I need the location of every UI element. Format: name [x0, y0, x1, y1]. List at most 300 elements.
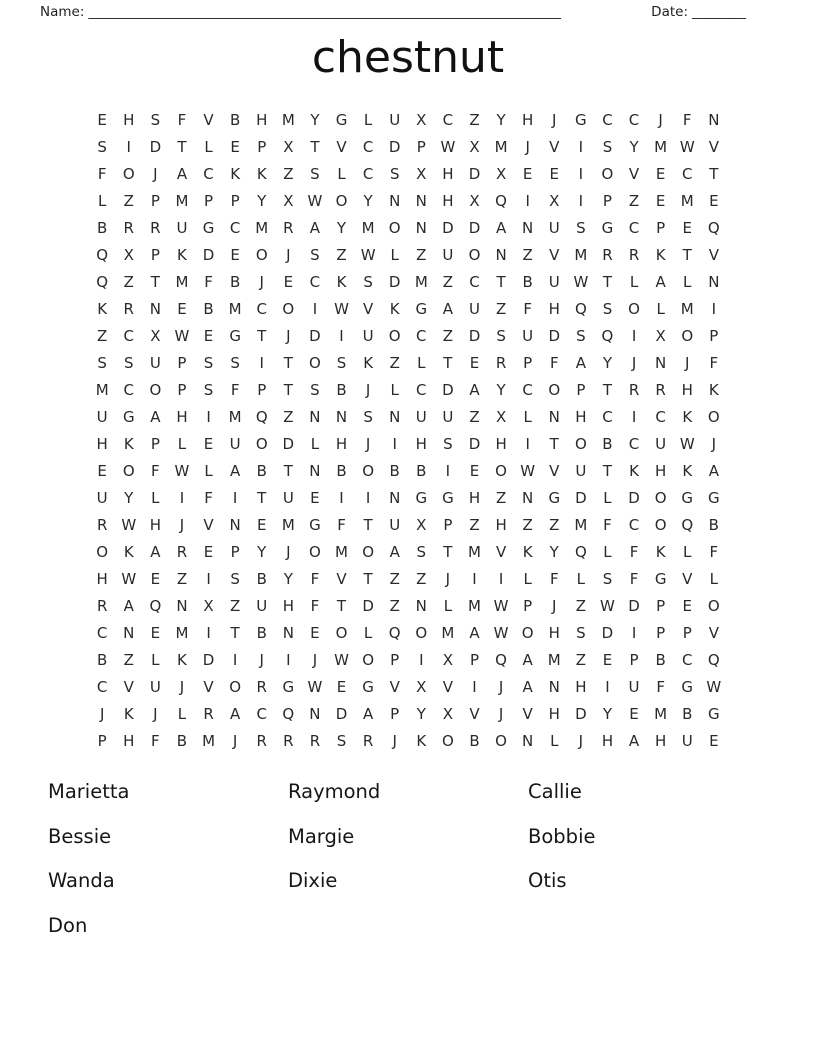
grid-cell: E — [177, 299, 187, 318]
grid-cell: S — [576, 623, 586, 642]
grid-cell: L — [629, 272, 639, 291]
grid-row — [89, 727, 727, 754]
grid-cell: Q — [388, 623, 401, 642]
grid-cell: F — [151, 731, 160, 750]
grid-cell: M — [574, 245, 588, 264]
grid-cell: N — [309, 407, 321, 426]
grid-cell: P — [602, 191, 612, 210]
grid-wrapper — [0, 106, 816, 754]
word-item: Bobbie — [528, 824, 596, 848]
grid-cell: W — [573, 272, 589, 291]
grid-cell: E — [256, 515, 267, 534]
grid-cell: M — [468, 542, 481, 561]
grid-cell: R — [655, 380, 666, 399]
grid-cell: W — [121, 515, 137, 534]
grid-cell: O — [96, 542, 109, 561]
grid-cell: S — [124, 353, 134, 372]
grid-cell: H — [123, 110, 135, 129]
grid-cell: H — [655, 461, 667, 480]
grid-cell: B — [176, 731, 188, 750]
grid-cell: C — [442, 110, 454, 129]
grid-cell: I — [206, 623, 211, 642]
grid-cell: M — [202, 731, 216, 750]
grid-cell: H — [256, 110, 268, 129]
grid-cell: I — [578, 164, 584, 183]
grid-cell: R — [495, 353, 507, 372]
grid-cell: F — [709, 353, 719, 372]
letter-grid — [89, 106, 727, 754]
grid-cell: J — [286, 326, 291, 345]
grid-cell: E — [203, 434, 214, 453]
grid-cell: G — [362, 677, 374, 696]
word-item: Wanda — [48, 869, 115, 893]
grid-cell: L — [656, 299, 665, 318]
grid-cell: S — [310, 245, 320, 264]
grid-cell: C — [602, 110, 613, 129]
grid-row — [89, 700, 727, 727]
grid-cell: O — [335, 623, 348, 642]
grid-cell: E — [522, 164, 533, 183]
grid-cell: U — [628, 677, 640, 696]
grid-cell: C — [362, 137, 374, 156]
grid-cell: Z — [389, 569, 400, 588]
grid-cell: J — [153, 704, 158, 723]
grid-cell: D — [388, 137, 401, 156]
grid-cell: S — [336, 353, 347, 372]
grid-cell: Z — [522, 515, 533, 534]
grid-cell: C — [628, 218, 640, 237]
grid-cell: D — [362, 596, 374, 615]
grid-cell: V — [708, 245, 719, 264]
grid-cell: O — [388, 326, 401, 345]
grid-cell: T — [177, 137, 187, 156]
grid-cell: Y — [363, 191, 373, 210]
grid-cell: V — [708, 623, 719, 642]
grid-cell: K — [389, 299, 400, 318]
grid-cell: N — [522, 218, 534, 237]
grid-cell: Z — [469, 515, 480, 534]
grid-cell: I — [631, 326, 637, 345]
grid-cell: N — [389, 191, 401, 210]
grid-cell: B — [655, 650, 666, 669]
grid-cell: Z — [283, 407, 294, 426]
grid-cell: H — [96, 434, 108, 453]
grid-cell: J — [498, 704, 504, 723]
grid-cell: P — [709, 326, 719, 345]
grid-cell: M — [175, 623, 189, 642]
grid-cell: K — [363, 353, 374, 372]
grid-cell: W — [493, 623, 509, 642]
grid-cell: Q — [574, 542, 587, 561]
grid-cell: V — [203, 515, 214, 534]
grid-cell: J — [685, 353, 690, 372]
grid-cell: M — [494, 137, 508, 156]
grid-cell: U — [149, 677, 161, 696]
grid-cell: F — [177, 110, 187, 129]
grid-cell: Q — [707, 218, 720, 237]
grid-cell: R — [283, 731, 294, 750]
grid-cell: O — [309, 542, 321, 561]
grid-cell: I — [578, 137, 584, 156]
grid-cell: Q — [495, 191, 507, 210]
grid-cell: Q — [601, 326, 614, 345]
grid-cell: P — [682, 623, 692, 642]
grid-cell: M — [175, 272, 189, 291]
grid-cell: I — [365, 488, 371, 507]
grid-cell: S — [230, 353, 240, 372]
grid-cell: O — [495, 731, 507, 750]
grid-cell: Z — [283, 164, 294, 183]
grid-cell: C — [469, 272, 480, 291]
grid-cell: H — [495, 515, 507, 534]
grid-cell: Z — [575, 650, 586, 669]
grid-cell: I — [232, 650, 238, 669]
grid-cell: M — [175, 191, 189, 210]
grid-cell: H — [601, 731, 614, 750]
grid-cell: L — [550, 731, 559, 750]
grid-cell: V — [495, 542, 507, 561]
grid-cell: S — [602, 299, 613, 318]
grid-row — [89, 295, 727, 322]
grid-cell: H — [548, 704, 560, 723]
grid-cell: A — [522, 677, 533, 696]
grid-cell: I — [206, 407, 211, 426]
grid-cell: R — [96, 515, 108, 534]
grid-cell: U — [415, 407, 427, 426]
grid-cell: L — [523, 407, 532, 426]
grid-cell: L — [151, 650, 160, 669]
grid-cell: S — [602, 137, 613, 156]
grid-cell: F — [549, 353, 559, 372]
grid-cell: O — [601, 164, 614, 183]
word-list — [48, 780, 816, 958]
grid-cell: B — [203, 299, 214, 318]
grid-cell: T — [602, 461, 613, 480]
grid-cell: H — [96, 569, 108, 588]
grid-cell: L — [523, 569, 532, 588]
grid-cell: Z — [123, 650, 134, 669]
grid-cell: S — [97, 353, 107, 372]
grid-cell: A — [123, 596, 134, 615]
grid-cell: O — [362, 542, 375, 561]
grid-cell: X — [416, 110, 427, 129]
grid-cell: M — [441, 623, 455, 642]
grid-cell: X — [442, 650, 454, 669]
grid-row — [89, 403, 727, 430]
grid-cell: C — [628, 515, 640, 534]
grid-cell: U — [96, 488, 108, 507]
grid-cell: C — [123, 326, 134, 345]
grid-cell: G — [654, 569, 667, 588]
grid-row — [89, 160, 727, 187]
grid-cell: E — [549, 164, 559, 183]
grid-cell: V — [682, 569, 693, 588]
grid-cell: S — [576, 326, 586, 345]
grid-cell: V — [549, 245, 560, 264]
grid-cell: V — [203, 110, 214, 129]
grid-cell: F — [230, 380, 240, 399]
grid-cell: S — [389, 164, 400, 183]
grid-cell: N — [389, 488, 401, 507]
grid-cell: Y — [496, 380, 506, 399]
grid-cell: E — [150, 569, 161, 588]
grid-cell: K — [123, 704, 134, 723]
grid-cell: H — [495, 434, 507, 453]
grid-cell: M — [228, 407, 242, 426]
grid-cell: I — [605, 677, 610, 696]
grid-cell: K — [336, 272, 347, 291]
grid-cell: X — [416, 164, 427, 183]
grid-cell: X — [283, 191, 294, 210]
grid-cell: Z — [416, 245, 427, 264]
grid-cell: Z — [230, 596, 241, 615]
grid-cell: B — [708, 515, 719, 534]
grid-cell: Z — [469, 110, 480, 129]
grid-cell: E — [682, 596, 692, 615]
grid-cell: Q — [255, 407, 268, 426]
grid-cell: D — [335, 704, 348, 723]
grid-cell: I — [711, 299, 717, 318]
grid-cell: J — [658, 110, 663, 129]
grid-cell: G — [309, 515, 321, 534]
grid-cell: X — [655, 326, 666, 345]
grid-cell: Z — [336, 245, 347, 264]
grid-cell: A — [628, 731, 640, 750]
grid-cell: C — [96, 623, 108, 642]
grid-cell: J — [445, 569, 451, 588]
word-item: Callie — [528, 780, 582, 804]
grid-cell: U — [655, 434, 667, 453]
grid-cell: G — [548, 488, 561, 507]
grid-cell: F — [310, 596, 320, 615]
grid-cell: E — [230, 137, 240, 156]
grid-cell: T — [283, 380, 293, 399]
grid-cell: U — [389, 110, 401, 129]
grid-row — [89, 511, 727, 538]
grid-cell: M — [228, 299, 242, 318]
grid-cell: J — [552, 596, 557, 615]
grid-cell: K — [522, 542, 533, 561]
grid-cell: D — [282, 434, 295, 453]
grid-cell: J — [259, 272, 264, 291]
grid-cell: S — [416, 542, 427, 561]
grid-cell: V — [336, 569, 347, 588]
grid-cell: L — [390, 380, 399, 399]
grid-cell: E — [682, 218, 692, 237]
grid-row — [89, 376, 727, 403]
grid-cell: M — [281, 110, 295, 129]
grid-cell: O — [122, 164, 135, 183]
grid-cell: O — [362, 650, 375, 669]
grid-cell: E — [709, 731, 719, 750]
grid-cell: D — [442, 218, 454, 237]
word-item: Dixie — [288, 869, 338, 893]
grid-cell: X — [123, 245, 134, 264]
grid-cell: I — [525, 434, 530, 453]
grid-cell: K — [416, 731, 427, 750]
grid-cell: A — [469, 623, 480, 642]
grid-cell: V — [628, 164, 640, 183]
grid-cell: W — [440, 137, 456, 156]
grid-cell: L — [204, 137, 213, 156]
grid-row — [89, 133, 727, 160]
grid-cell: E — [336, 677, 347, 696]
grid-cell: S — [97, 137, 107, 156]
grid-cell: F — [549, 569, 559, 588]
grid-row — [89, 268, 727, 295]
grid-cell: C — [256, 299, 267, 318]
grid-cell: G — [229, 326, 241, 345]
grid-cell: K — [230, 164, 241, 183]
grid-cell: C — [681, 164, 693, 183]
grid-cell: K — [123, 542, 134, 561]
grid-cell: N — [415, 596, 427, 615]
grid-row — [89, 646, 727, 673]
word-item: Margie — [288, 824, 355, 848]
grid-cell: T — [310, 137, 320, 156]
grid-cell: N — [176, 596, 188, 615]
grid-cell: F — [151, 461, 160, 480]
grid-cell: C — [628, 110, 640, 129]
grid-cell: K — [177, 245, 187, 264]
grid-cell: O — [255, 434, 268, 453]
grid-cell: W — [493, 596, 509, 615]
grid-cell: G — [442, 488, 454, 507]
grid-cell: L — [417, 353, 426, 372]
grid-cell: T — [443, 353, 453, 372]
grid-cell: Z — [123, 272, 134, 291]
grid-cell: M — [654, 137, 668, 156]
grid-row — [89, 106, 727, 133]
grid-cell: R — [309, 731, 321, 750]
grid-cell: M — [468, 596, 481, 615]
grid-cell: U — [229, 434, 241, 453]
grid-cell: H — [522, 110, 534, 129]
grid-cell: R — [203, 704, 214, 723]
grid-cell: I — [126, 137, 131, 156]
grid-row — [89, 619, 727, 646]
grid-cell: I — [206, 569, 211, 588]
grid-cell: R — [150, 218, 161, 237]
grid-cell: C — [655, 407, 666, 426]
grid-cell: P — [656, 623, 666, 642]
grid-cell: V — [549, 137, 560, 156]
grid-cell: T — [363, 515, 373, 534]
grid-cell: O — [309, 353, 321, 372]
grid-cell: L — [683, 542, 692, 561]
grid-cell: E — [97, 110, 107, 129]
grid-cell: B — [336, 380, 347, 399]
grid-row — [89, 673, 727, 700]
word-item: Bessie — [48, 824, 112, 848]
grid-cell: U — [389, 515, 401, 534]
grid-cell: X — [495, 164, 507, 183]
grid-cell: E — [310, 488, 320, 507]
grid-cell: Z — [416, 569, 427, 588]
grid-cell: W — [174, 461, 190, 480]
grid-cell: O — [521, 623, 534, 642]
grid-cell: C — [203, 164, 214, 183]
grid-cell: O — [122, 461, 135, 480]
grid-cell: X — [150, 326, 161, 345]
date-field — [651, 4, 746, 20]
grid-cell: D — [149, 137, 162, 156]
grid-cell: B — [256, 569, 267, 588]
grid-cell: F — [204, 272, 213, 291]
grid-cell: D — [601, 623, 614, 642]
grid-cell: T — [283, 461, 293, 480]
grid-cell: B — [256, 461, 267, 480]
grid-cell: K — [629, 461, 639, 480]
grid-cell: P — [97, 731, 107, 750]
grid-cell: P — [257, 380, 267, 399]
grid-cell: F — [656, 677, 665, 696]
grid-cell: H — [415, 434, 427, 453]
grid-cell: R — [628, 245, 640, 264]
grid-cell: R — [602, 245, 613, 264]
grid-cell: N — [123, 623, 135, 642]
grid-cell: E — [629, 704, 639, 723]
grid-cell: N — [309, 704, 321, 723]
grid-cell: S — [203, 353, 214, 372]
grid-cell: B — [522, 272, 533, 291]
grid-cell: J — [711, 434, 717, 453]
grid-cell: X — [416, 515, 427, 534]
grid-cell: P — [523, 596, 533, 615]
grid-cell: V — [442, 677, 454, 696]
grid-cell: C — [681, 650, 693, 669]
grid-cell: G — [282, 677, 295, 696]
grid-cell: Z — [549, 515, 560, 534]
grid-cell: A — [230, 704, 241, 723]
grid-cell: O — [654, 488, 667, 507]
grid-cell: G — [415, 488, 428, 507]
grid-cell: B — [97, 218, 108, 237]
grid-cell: H — [335, 434, 348, 453]
grid-cell: J — [179, 515, 185, 534]
grid-cell: L — [97, 191, 107, 210]
grid-cell: N — [522, 731, 534, 750]
grid-cell: A — [522, 650, 533, 669]
grid-cell: B — [602, 434, 613, 453]
grid-cell: V — [203, 677, 214, 696]
grid-cell: D — [575, 488, 587, 507]
grid-cell: U — [522, 326, 534, 345]
grid-cell: Z — [495, 488, 507, 507]
grid-cell: C — [522, 380, 533, 399]
grid-cell: O — [282, 299, 295, 318]
grid-cell: N — [708, 272, 720, 291]
grid-cell: S — [363, 407, 373, 426]
grid-cell: H — [468, 488, 481, 507]
name-blank-line: ______________________________________________________________________ — [88, 4, 561, 20]
grid-cell: Z — [628, 191, 640, 210]
grid-cell: P — [150, 191, 160, 210]
grid-cell: A — [708, 461, 719, 480]
grid-cell: O — [681, 326, 694, 345]
grid-cell: K — [682, 461, 693, 480]
grid-cell: I — [179, 488, 185, 507]
grid-cell: N — [522, 488, 534, 507]
grid-cell: L — [363, 110, 373, 129]
grid-cell: U — [176, 218, 188, 237]
grid-cell: U — [256, 596, 268, 615]
grid-cell: Z — [575, 596, 586, 615]
grid-cell: R — [96, 596, 108, 615]
grid-cell: J — [365, 434, 371, 453]
grid-cell: K — [655, 245, 666, 264]
grid-cell: J — [578, 731, 584, 750]
